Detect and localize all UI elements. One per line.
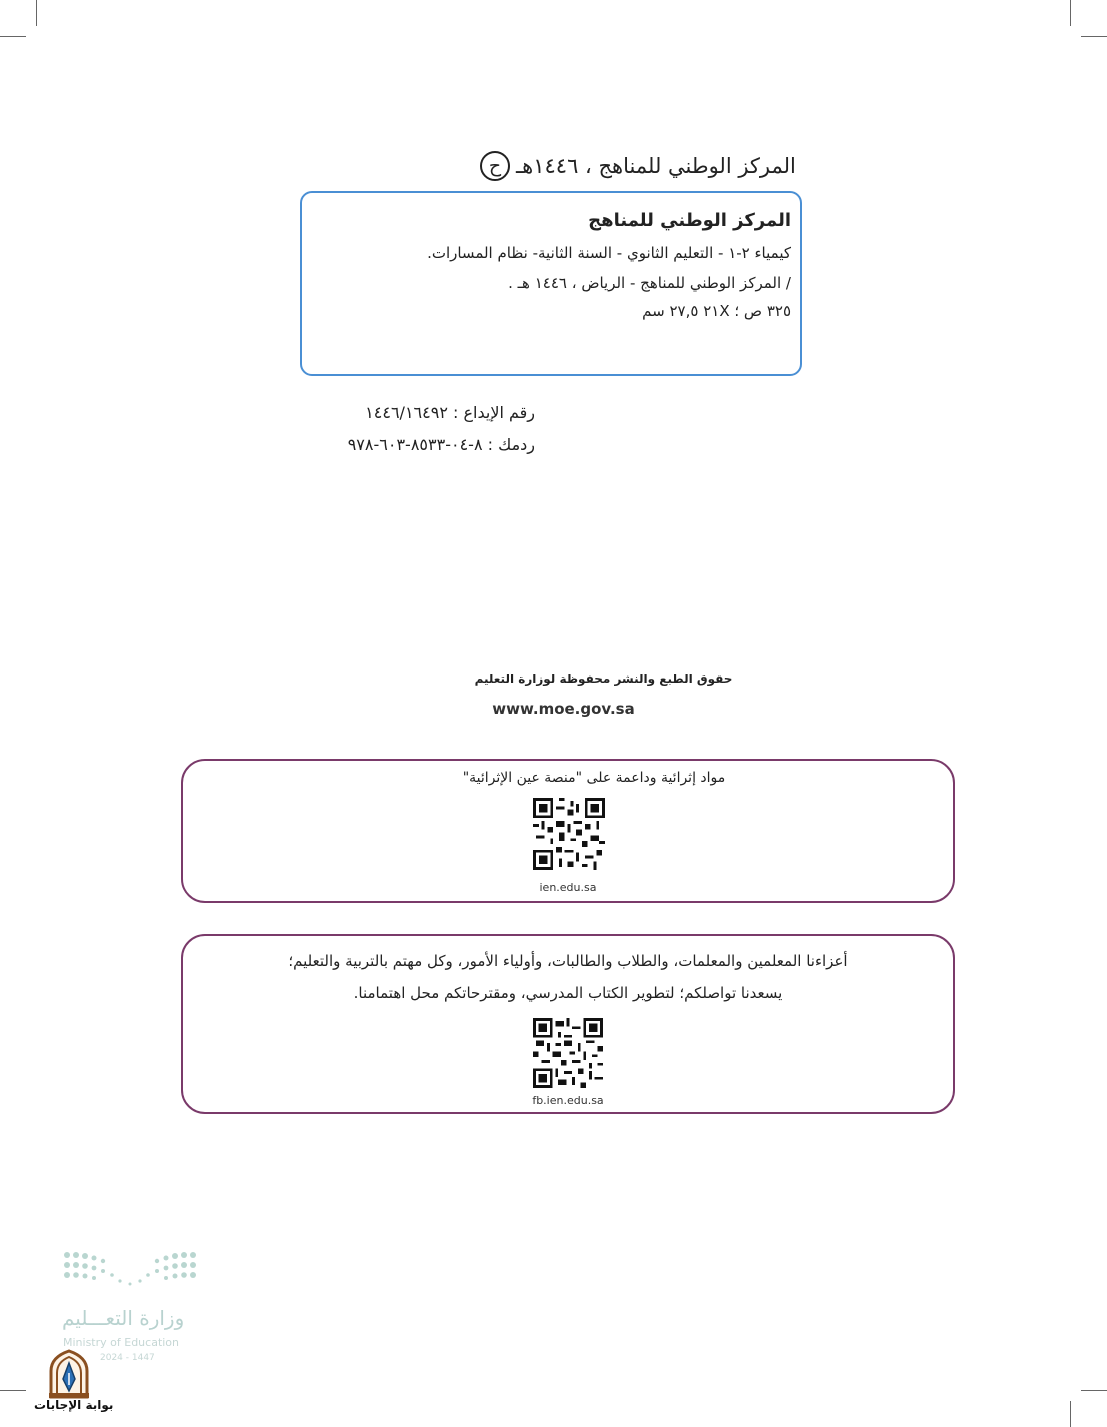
qr-url[interactable]: fb.ien.edu.sa	[532, 1094, 604, 1107]
watermark-text: بوابة الإجابات	[34, 1398, 114, 1412]
crop-mark	[1070, 1401, 1071, 1427]
cataloging-line: / المركز الوطني للمناهج - الرياض ، ١٤٤٦ هـ .	[508, 274, 791, 292]
isbn-number: ردمك : ٨-٠٤-٨٥٣٣-٦٠٣-٩٧٨	[347, 435, 535, 454]
crop-mark	[1081, 36, 1107, 37]
qr-url[interactable]: ien.edu.sa	[539, 881, 597, 894]
ministry-logo-dots-icon	[60, 1248, 200, 1296]
crop-mark	[0, 1390, 26, 1391]
copyright-line	[480, 146, 805, 186]
crop-mark	[0, 36, 26, 37]
copyright-text: المركز الوطني للمناهج ، ١٤٤٦هـ	[516, 154, 796, 178]
crop-mark	[1070, 0, 1071, 26]
qr-code-icon[interactable]	[533, 1018, 603, 1088]
ministry-logo-arabic: وزارة التعـــليم	[62, 1306, 185, 1330]
rights-notice: حقوق الطبع والنشر محفوظة لوزارة التعليم	[474, 672, 733, 686]
website-link[interactable]: www.moe.gov.sa	[492, 700, 635, 718]
ministry-logo-english: Ministry of Education	[63, 1336, 180, 1349]
feedback-text-line: يسعدنا تواصلكم؛ لتطوير الكتاب المدرسي، ومقترحاتكم محل اهتمامنا.	[353, 984, 783, 1002]
deposit-number: رقم الإيداع : ١٤٤٦/١٦٤٩٢	[365, 403, 535, 422]
crop-mark	[36, 0, 37, 26]
copyright-symbol: ح	[480, 151, 510, 181]
qr-code-icon[interactable]	[533, 798, 605, 870]
cataloging-title: المركز الوطني للمناهج	[588, 210, 791, 231]
ministry-logo-year: 2024 - 1447	[100, 1353, 155, 1363]
enrichment-text: مواد إثرائية وداعمة على "منصة عين الإثرائية"	[462, 770, 726, 786]
feedback-text-line: أعزاءنا المعلمين والمعلمات، والطلاب والطالبات، وأولياء الأمور، وكل مهتم بالتربية والتعليم؛	[288, 952, 848, 970]
cataloging-line: ٣٢٥ ص ؛ ٢١X ٢٧,٥ سم	[642, 302, 791, 320]
pen-mosque-watermark-icon	[45, 1349, 93, 1399]
crop-mark	[1081, 1390, 1107, 1391]
cataloging-line: كيمياء ٢-١ - التعليم الثانوي - السنة الثانية- نظام المسارات.	[427, 244, 791, 262]
